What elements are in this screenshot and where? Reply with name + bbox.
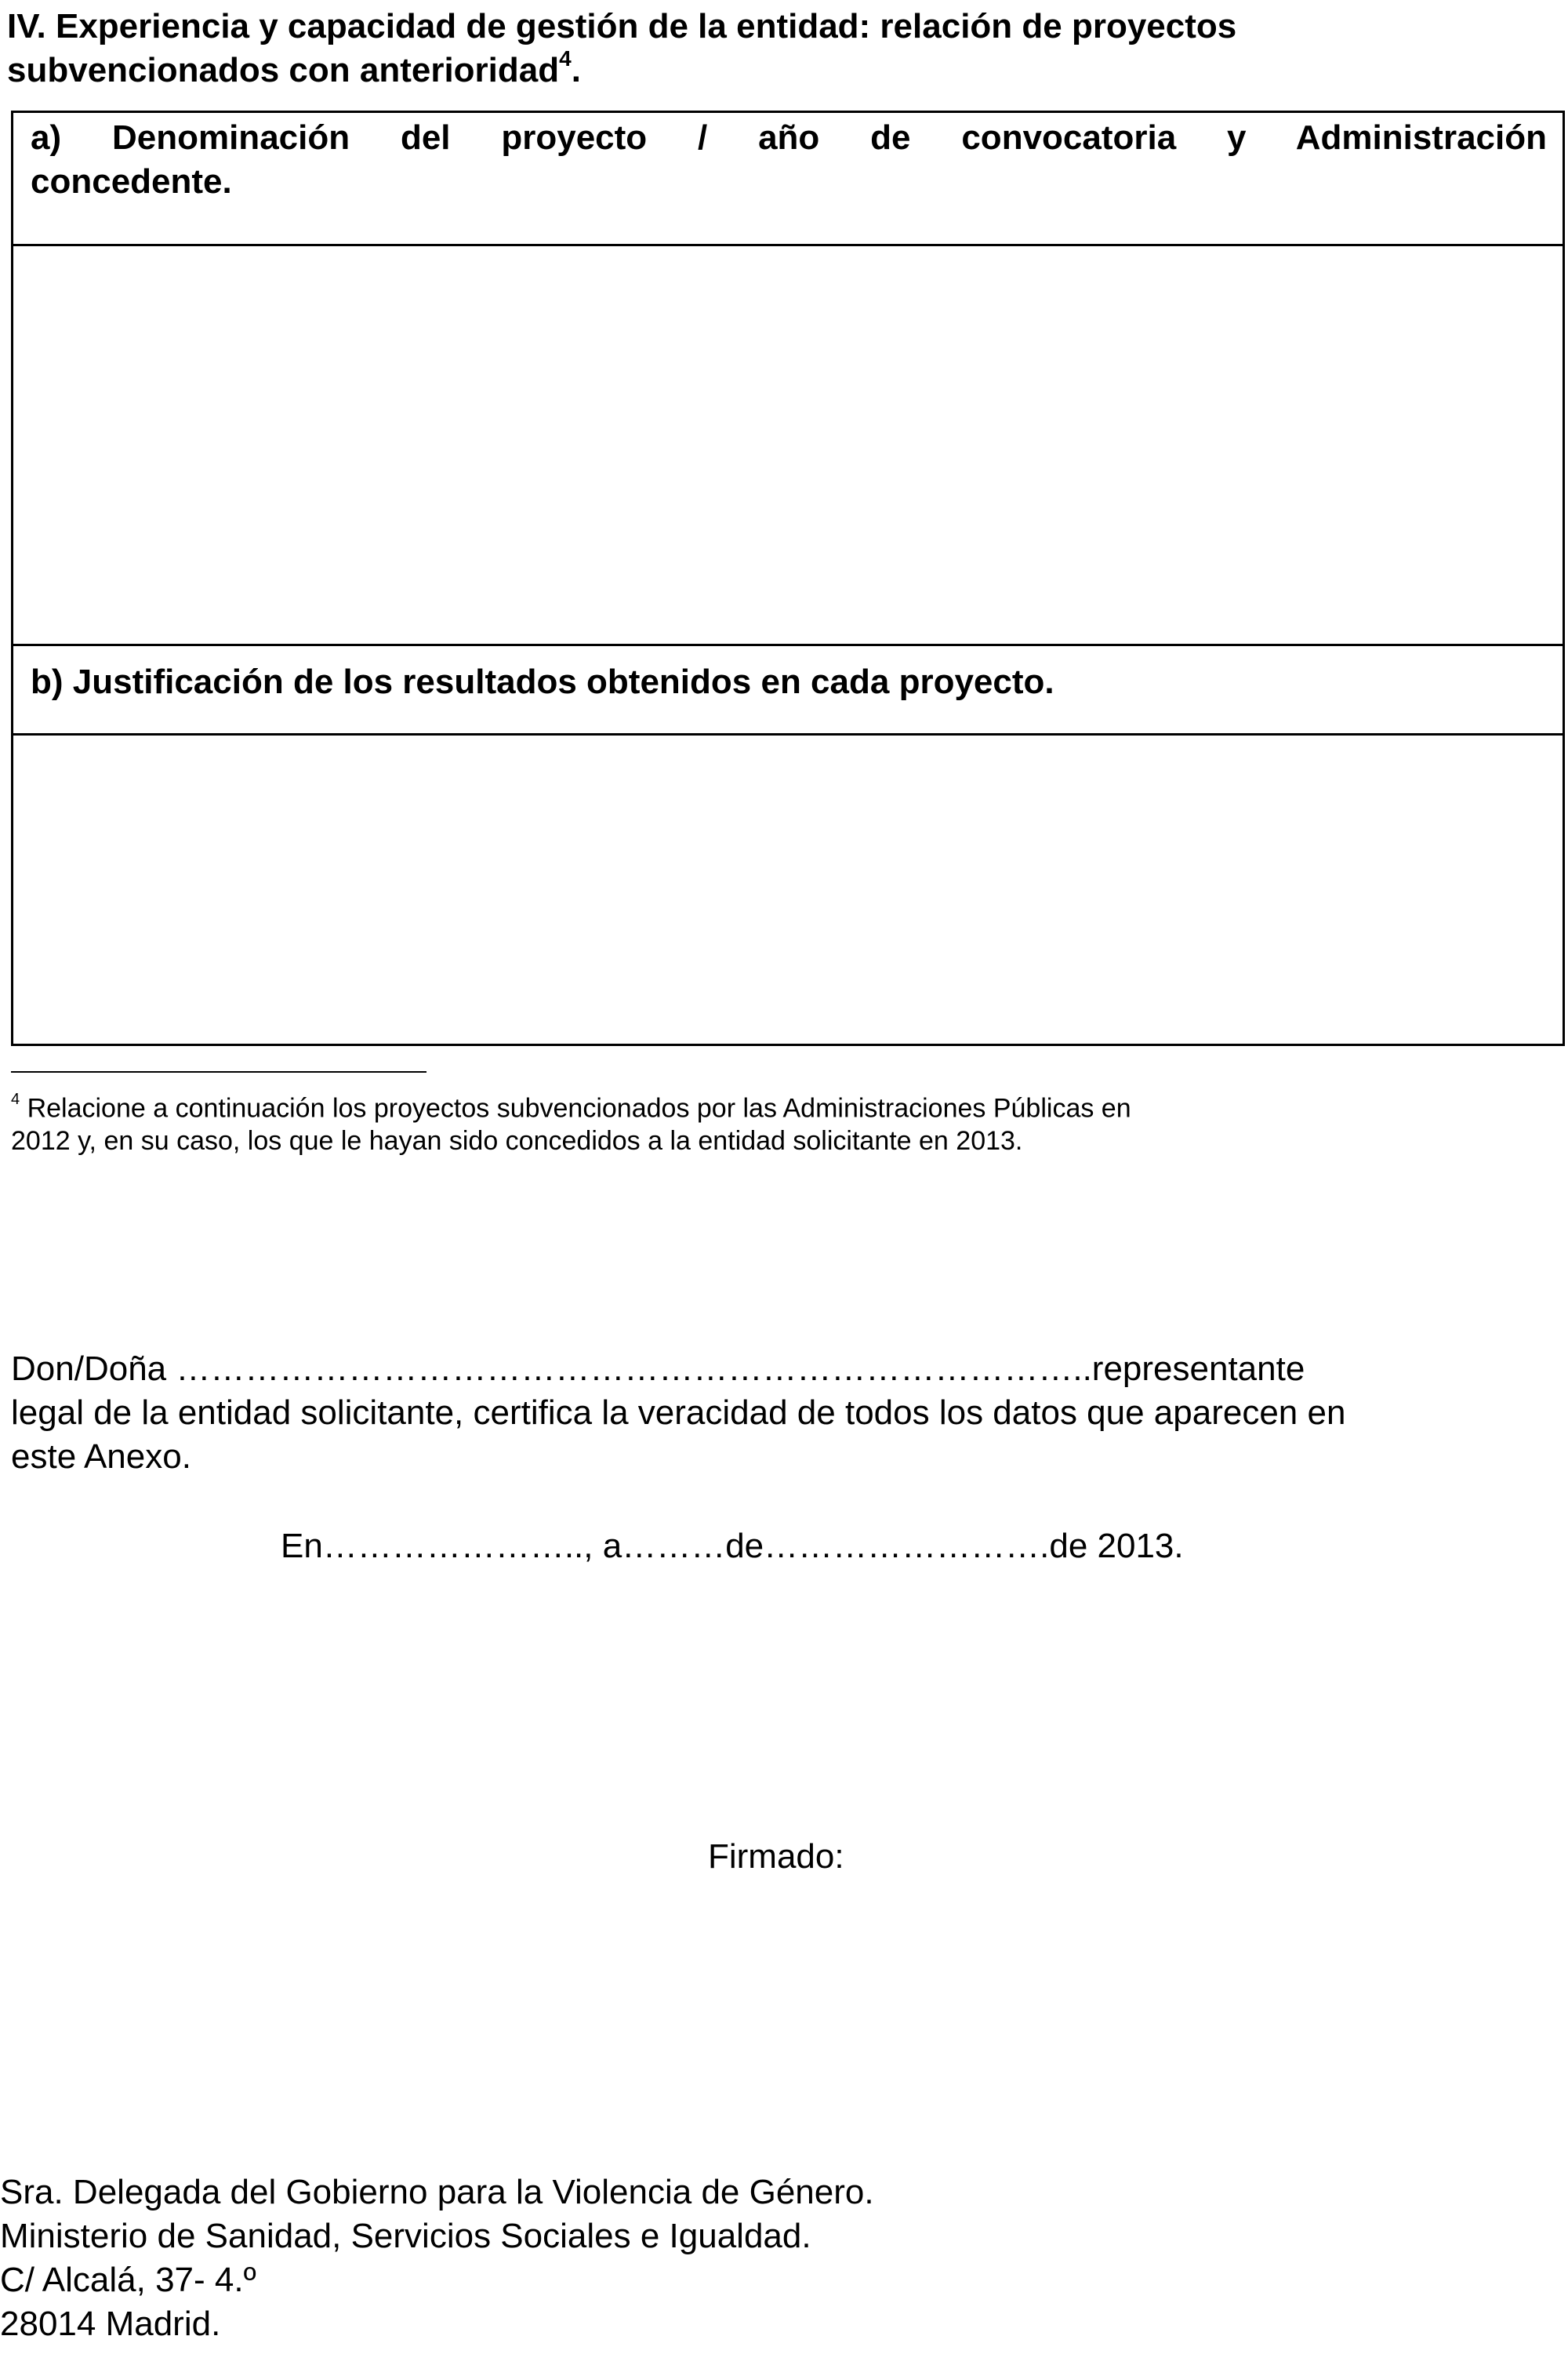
- footnote-text: Relacione a continuación los proyectos subvencionados por las Administraciones Públicas en: [20, 1093, 1131, 1124]
- footnote: [11, 1086, 1265, 1157]
- signature-label: Firmado:: [708, 1837, 844, 1876]
- section-heading: [7, 5, 1559, 93]
- address-line4: 28014 Madrid.: [0, 2305, 221, 2343]
- address-line3: C/ Alcalá, 37- 4.º: [0, 2261, 256, 2299]
- row-a-label-line1: a) Denominación del proyecto / año de convocatoria y Administración: [31, 118, 1547, 157]
- section-title-line1: IV. Experiencia y capacidad de gestión de la entidad: relación de proyectos: [7, 7, 1237, 45]
- footnote-line1: [11, 1086, 1265, 1124]
- row-a-label-line2: concedente.: [31, 162, 232, 201]
- footnote-line2: 2012 y, en su caso, los que le hayan sido concedidos a la entidad solicitante en 2013.: [11, 1126, 1023, 1157]
- section-title-text: subvencionados con anterioridad: [7, 51, 560, 89]
- row-a-input-area[interactable]: [13, 246, 1563, 646]
- footnote-mark: 4: [11, 1091, 20, 1108]
- projects-table: [11, 111, 1565, 1046]
- row-b-input-area[interactable]: [13, 736, 1563, 1044]
- row-a-header: [13, 113, 1563, 246]
- section-title-end: .: [571, 51, 581, 89]
- certification-line3: este Anexo.: [11, 1437, 191, 1476]
- certification-line2: legal de la entidad solicitante, certifica la veracidad de todos los datos que aparecen en: [11, 1393, 1346, 1432]
- certification-line1: Don/Doña ……………………………………………………………………..representante: [11, 1350, 1305, 1388]
- place-date-line: En………………….., a………de…………………….de 2013.: [281, 1527, 1184, 1565]
- footnote-separator: [11, 1071, 426, 1073]
- certification-text: [11, 1347, 1532, 1479]
- address-line2: Ministerio de Sanidad, Servicios Sociales e Igualdad.: [0, 2217, 811, 2255]
- section-title-line2: [7, 46, 1559, 93]
- row-b-header: [13, 646, 1563, 736]
- address-line1: Sra. Delegada del Gobierno para la Violencia de Género.: [0, 2173, 874, 2211]
- recipient-address: [0, 2171, 874, 2346]
- row-b-label: b) Justificación de los resultados obtenidos en cada proyecto.: [31, 663, 1054, 701]
- footnote-reference[interactable]: 4: [559, 46, 572, 71]
- row-a-label: [13, 113, 1563, 204]
